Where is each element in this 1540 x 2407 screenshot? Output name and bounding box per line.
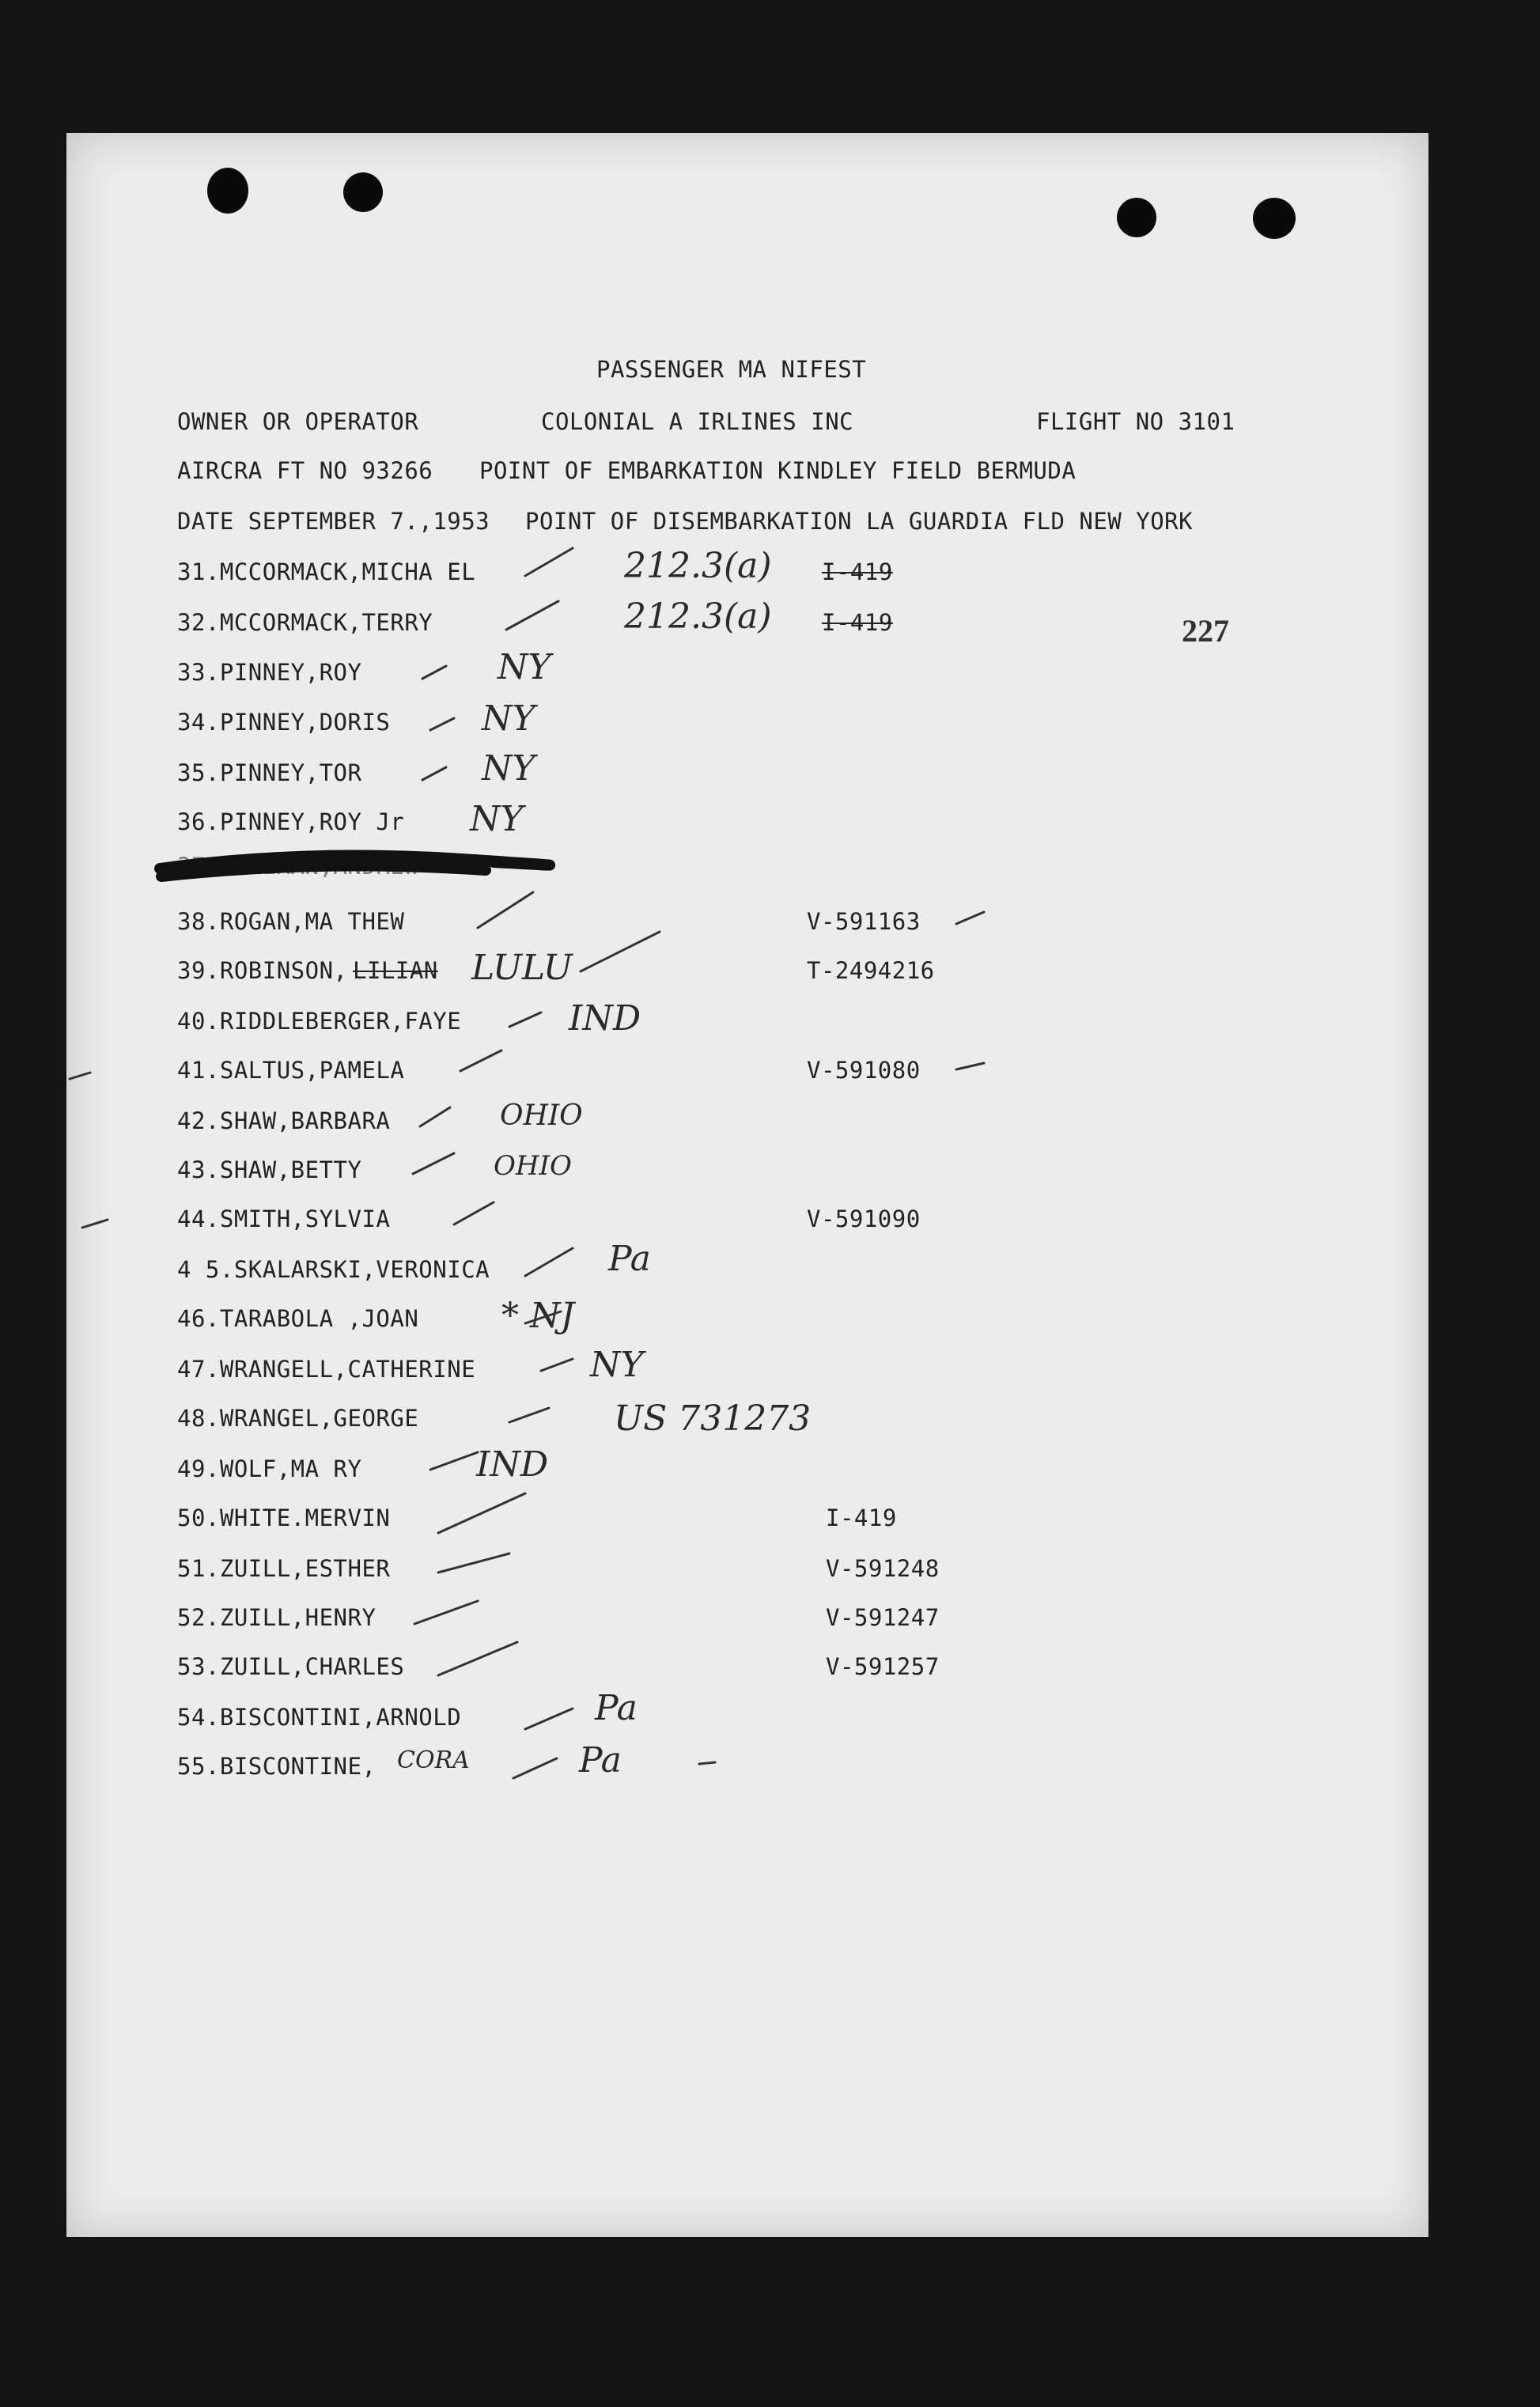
document-number: V-591090 — [807, 1205, 921, 1232]
check-mark — [420, 1107, 450, 1126]
check-mark — [513, 1758, 557, 1778]
passenger-name: 44.SMITH,SYLVIA — [177, 1205, 391, 1232]
handwritten-note: NY — [590, 1345, 644, 1385]
document-number: V-591248 — [826, 1555, 940, 1582]
owner-label: OWNER OR OPERATOR — [177, 408, 419, 435]
handwritten-note: NY — [482, 748, 535, 789]
passenger-name: 34.PINNEY,DORIS — [177, 709, 391, 736]
handwritten-note: 212.3(a) — [624, 546, 772, 586]
handwritten-note: NY — [470, 799, 524, 839]
handwritten-given-name: CORA — [397, 1747, 470, 1774]
check-mark — [956, 1063, 984, 1069]
check-mark — [956, 912, 984, 924]
handwritten-note: NY — [498, 647, 551, 687]
redaction-scribble — [160, 856, 550, 876]
passenger-name: 41.SALTUS,PAMELA — [177, 1057, 405, 1084]
check-mark — [438, 1642, 517, 1675]
passenger-name: 40.RIDDLEBERGER,FAYE — [177, 1008, 462, 1035]
manifest-date: DATE SEPTEMBER 7.,1953 — [177, 508, 490, 535]
passenger-name: 52.ZUILL,HENRY — [177, 1604, 376, 1631]
check-mark — [525, 1311, 561, 1323]
passenger-name: 39.ROBINSON, — [177, 957, 348, 984]
handwritten-note: Pa — [608, 1239, 651, 1279]
passenger-name: 38.ROGAN,MA THEW — [177, 908, 405, 935]
document-number: T-2494216 — [807, 957, 935, 984]
check-mark — [509, 1012, 541, 1027]
passenger-name: 49.WOLF,MA RY — [177, 1455, 362, 1482]
page-number: 227 — [1182, 613, 1229, 649]
handwritten-note: Pa — [579, 1740, 622, 1781]
handwritten-note: * NJ — [501, 1296, 575, 1336]
passenger-name: 43.SHAW,BETTY — [177, 1156, 362, 1183]
handwritten-note: 212.3(a) — [624, 596, 772, 637]
passenger-name: 32.MCCORMACK,TERRY — [177, 609, 433, 636]
handwritten-note: Pa — [595, 1688, 638, 1728]
handwritten-note: NY — [482, 698, 535, 739]
check-mark — [413, 1153, 454, 1174]
passenger-name: 4 5.SKALARSKI,VERONICA — [177, 1256, 490, 1283]
handwritten-note: OHIO — [500, 1099, 583, 1132]
passenger-name: 42.SHAW,BARBARA — [177, 1107, 391, 1134]
check-mark — [509, 1408, 549, 1422]
handwritten-note: IND — [476, 1444, 549, 1485]
dash-mark — [699, 1762, 715, 1764]
document-number: V-591163 — [807, 908, 921, 935]
document-number: I-419 — [822, 609, 893, 636]
check-mark — [422, 767, 446, 780]
document-number: I-419 — [822, 558, 893, 585]
check-mark — [460, 1050, 501, 1071]
check-mark — [541, 1359, 573, 1371]
check-mark — [422, 666, 446, 679]
passenger-name: 31.MCCORMACK,MICHA EL — [177, 558, 476, 585]
passenger-name: 33.PINNEY,ROY — [177, 659, 362, 686]
passenger-name: 53.ZUILL,CHARLES — [177, 1653, 405, 1680]
check-mark — [414, 1601, 478, 1624]
check-mark — [525, 1248, 573, 1276]
margin-tick — [82, 1220, 108, 1228]
check-mark — [430, 718, 454, 730]
owner-value: COLONIAL A IRLINES INC — [541, 408, 854, 435]
struck-given-name: LILIAN — [353, 957, 438, 984]
passenger-name: 51.ZUILL,ESTHER — [177, 1555, 391, 1582]
passenger-name: 47.WRANGELL,CATHERINE — [177, 1356, 476, 1383]
document-number: I-419 — [826, 1504, 897, 1531]
passenger-name: 35.PINNEY,TOR — [177, 759, 362, 786]
passenger-name: 46.TARABOLA ,JOAN — [177, 1305, 419, 1332]
check-mark — [478, 892, 533, 928]
handwritten-note: US 731273 — [614, 1398, 812, 1439]
document-number: V-591247 — [826, 1604, 940, 1631]
margin-tick — [70, 1073, 90, 1079]
check-mark — [525, 1709, 573, 1729]
check-mark — [430, 1452, 478, 1470]
check-mark — [454, 1202, 494, 1224]
check-mark — [581, 932, 660, 971]
check-mark — [438, 1554, 509, 1572]
passenger-name: 50.WHITE.MERVIN — [177, 1504, 391, 1531]
passenger-name-redacted: 37.COLEMAN,ANDREW — [177, 853, 419, 880]
manifest-title: PASSENGER MA NIFEST — [596, 356, 867, 383]
document-number: V-591080 — [807, 1057, 921, 1084]
handwritten-check-marks — [66, 133, 1428, 2237]
aircraft-number: AIRCRA FT NO 93266 — [177, 457, 433, 484]
passenger-name: 54.BISCONTINI,ARNOLD — [177, 1704, 462, 1731]
passenger-name: 48.WRANGEL,GEORGE — [177, 1405, 419, 1432]
manifest-page — [66, 133, 1428, 2237]
check-mark — [506, 601, 558, 630]
handwritten-note: LULU — [471, 948, 573, 988]
handwritten-note: IND — [569, 998, 641, 1039]
passenger-name: 36.PINNEY,ROY Jr — [177, 808, 405, 835]
check-mark — [438, 1493, 525, 1533]
document-number: V-591257 — [826, 1653, 940, 1680]
handwritten-note: OHIO — [494, 1150, 572, 1182]
flight-number: FLIGHT NO 3101 — [1036, 408, 1235, 435]
embarkation-point: POINT OF EMBARKATION KINDLEY FIELD BERMUDA — [479, 457, 1076, 484]
check-mark — [525, 548, 573, 576]
passenger-name: 55.BISCONTINE, — [177, 1753, 376, 1780]
disembarkation-point: POINT OF DISEMBARKATION LA GUARDIA FLD NEW YORK — [525, 508, 1194, 535]
